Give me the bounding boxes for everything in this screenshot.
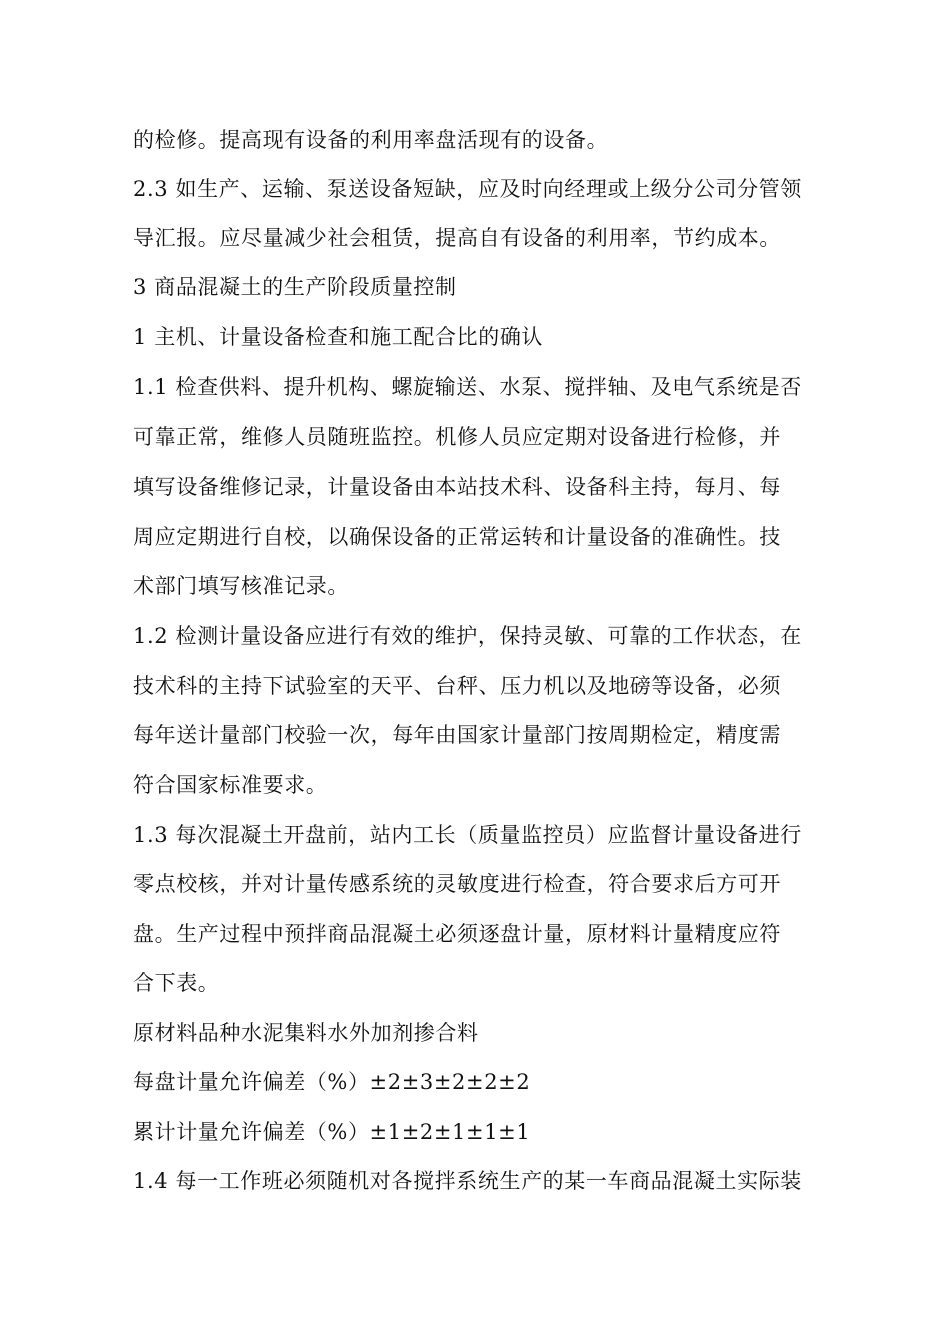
- paragraph-line: 技术科的主持下试验室的天平、台秤、压力机以及地磅等设备，必须: [133, 674, 781, 698]
- paragraph-line: 符合国家标准要求。: [133, 773, 328, 797]
- paragraph-line: 2.3 如生产、运输、泵送设备短缺，应及时向经理或上级分公司分管领: [133, 177, 802, 201]
- paragraph-line: 1.3 每次混凝土开盘前，站内工长（质量监控员）应监督计量设备进行: [133, 823, 802, 847]
- paragraph-line: 可靠正常，维修人员随班监控。机修人员应定期对设备进行检修，并: [133, 425, 781, 449]
- paragraph-line: 术部门填写核准记录。: [133, 574, 349, 598]
- section-heading: 3 商品混凝土的生产阶段质量控制: [133, 275, 457, 299]
- paragraph-line: 1.2 检测计量设备应进行有效的维护，保持灵敏、可靠的工作状态，在: [133, 624, 802, 648]
- paragraph-line: 1.1 检查供料、提升机构、螺旋输送、水泵、搅拌轴、及电气系统是否: [133, 375, 802, 399]
- table-row: 每盘计量允许偏差（%）±2±3±2±2±2: [133, 1070, 531, 1094]
- table-header-row: 原材料品种水泥集料水外加剂掺合料: [133, 1021, 479, 1045]
- paragraph-line: 1.4 每一工作班必须随机对各搅拌系统生产的某一车商品混凝土实际装: [133, 1169, 802, 1193]
- paragraph-line: 合下表。: [133, 971, 220, 995]
- paragraph-line: 每年送计量部门校验一次，每年由国家计量部门按周期检定，精度需: [133, 723, 781, 747]
- paragraph-line: 导汇报。应尽量减少社会租赁，提高自有设备的利用率，节约成本。: [133, 226, 781, 250]
- paragraph-line: 零点校核，并对计量传感系统的灵敏度进行检查，符合要求后方可开: [133, 872, 781, 896]
- paragraph-line: 填写设备维修记录，计量设备由本站技术科、设备科主持，每月、每: [133, 475, 781, 499]
- paragraph-line: 盘。生产过程中预拌商品混凝土必须逐盘计量，原材料计量精度应符: [133, 922, 781, 946]
- table-row: 累计计量允许偏差（%）±1±2±1±1±1: [133, 1120, 531, 1144]
- subsection-heading: 1 主机、计量设备检查和施工配合比的确认: [133, 325, 544, 349]
- paragraph-line: 周应定期进行自校，以确保设备的正常运转和计量设备的准确性。技: [133, 525, 781, 549]
- paragraph-line: 的检修。提高现有设备的利用率盘活现有的设备。: [133, 128, 609, 152]
